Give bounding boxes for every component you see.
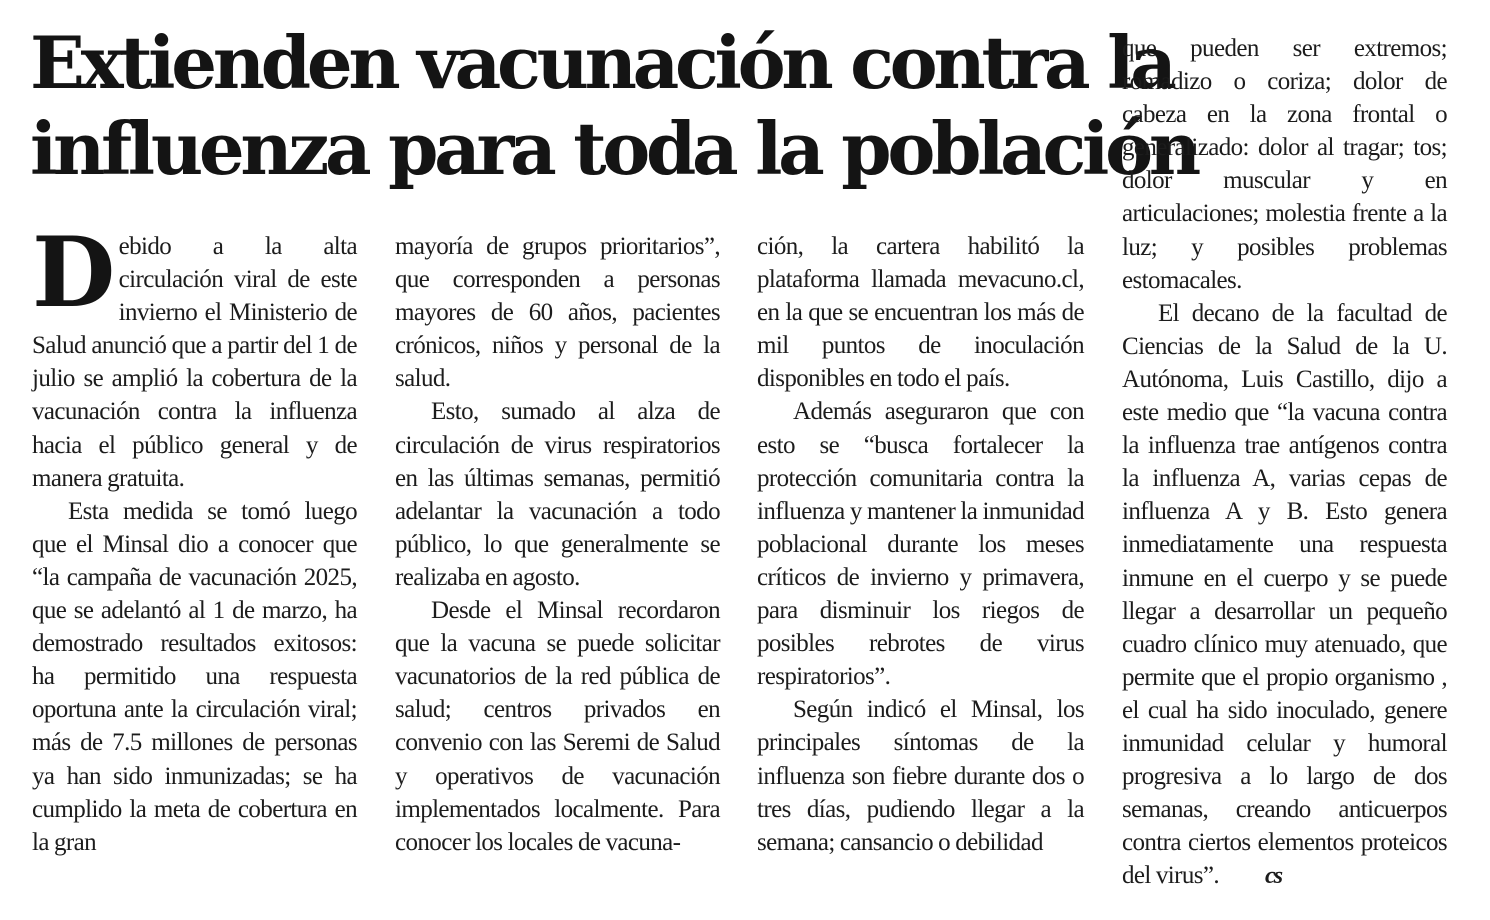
paragraph-2-part-2: mayoría de grupos prioritarios”, que corresponden a personas mayores de 60 años, pacientes crónicos, niños y personal de la salud. (395, 233, 720, 393)
paragraph-4-part-1: Desde el Minsal recordaron que la vacuna se puede solicitar vacunatorios de la red pública de salud; centros privados en convenio con las Seremi de Salud y operativos de vacunación implementados localmente. Para conocer los locales de vacuna- (395, 597, 720, 856)
paragraph-4-part-2: ción, la cartera habilitó la plataforma llamada mevacuno.cl, en la que se encuentran los más de mil puntos de inoculación disponibles en todo el país. (757, 233, 1084, 393)
paragraph-6-part-1: Según indicó el Minsal, los principales síntomas de la influenza son fiebre durante dos o tres días, pudiendo llegar a la semana; cansancio o debilidad (757, 696, 1084, 856)
paragraph-5: Además aseguraron que con esto se “busca fortalecer la protección comunitaria contra la influenza y mantener la inmunidad poblacional durante los meses críticos de invierno y primavera, para disminuir los riegos de posibles rebrotes de virus respiratorios”. (757, 398, 1084, 691)
headline (30, 20, 1197, 192)
paragraph-2-part-1: Esta medida se tomó luego que el Minsal dio a conocer que “la campaña de vacunación 2025, que se adelantó al 1 de marzo, ha demostrado resultados exitosos: ha permitido una respuesta oportuna ante la circulación viral; más de 7.5 millones de personas ya han sido inmunizadas; se ha cumplido la meta de cobertura en la gran (32, 497, 357, 856)
article-column-1 (32, 216, 357, 859)
paragraph-7-text: El decano de la facultad de Ciencias de la Salud de la U. Autónoma, Luis Castillo, dijo a este medio que “la vacuna contra la influenza trae antígenos contra la influenza A, varias cepas de influenza A y B. Esto genera inmediatamente una respuesta inmune en el cuerpo y se puede llegar a desarrollar un pequeño cuadro clínico muy atenuado, que permite que el propio organismo , el cual ha sido inoculado, genere inmunidad celular y humoral progresiva a lo largo de dos semanas, creando anticuerpos contra ciertos elementos proteicos del virus”. (1122, 299, 1447, 890)
end-mark-icon: cs (1265, 863, 1282, 890)
drop-cap: D (32, 216, 115, 329)
headline-line-1: Extienden vacunación contra la (30, 20, 1173, 105)
paragraph-1-text: ebido a la alta circulación viral de este invierno el Ministerio de Salud anunció que a partir del 1 de julio se amplió la cobertura de la vacunación contra la influenza hacia el público general y de manera gratuita. (32, 233, 357, 492)
article-column-3 (757, 230, 1084, 859)
paragraph-6-part-2: que pueden ser extremos; romadizo o coriza; dolor de cabeza en la zona frontal o generalizado: dolor al tragar; tos; dolor muscular y en articulaciones; molestia frente a la luz; y posibles problemas estomacales. (1122, 35, 1447, 294)
article-column-4 (1122, 32, 1447, 893)
headline-line-2: influenza para toda la población (30, 106, 1197, 191)
paragraph-1 (32, 216, 357, 495)
paragraph-3: Esto, sumado al alza de circulación de virus respiratorios en las últimas semanas, permitió adelantar la vacunación a todo público, lo que generalmente se realizaba en agosto. (395, 398, 720, 591)
article-column-2 (395, 230, 720, 859)
paragraph-7 (1122, 297, 1447, 894)
